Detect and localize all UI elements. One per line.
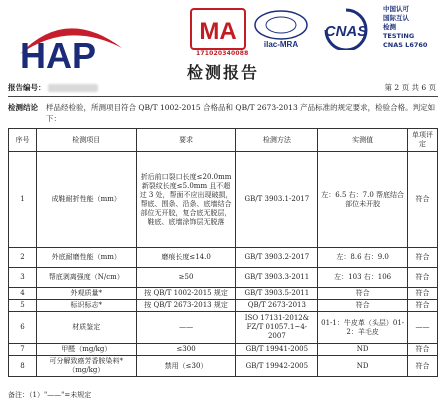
- cell-method: ISO 17131-2012& FZ/T 01057.1~4-2007: [236, 312, 318, 344]
- conclusion-label: 检测结论: [8, 103, 38, 112]
- conclusion-text: 样品经检验，所测项目符合 QB/T 1002-2015 合格品和 QB/T 2673-2013 产品标准的规定要求，检验合格。判定如下：: [46, 103, 436, 123]
- report-number: [8, 82, 98, 93]
- col-header: 实测值: [318, 129, 408, 152]
- cell-item: 可分解致癌芳香胺染料*（mg/kg）: [36, 356, 136, 377]
- cell-verdict: 符合: [408, 356, 438, 377]
- cell-verdict: 符合: [408, 344, 438, 356]
- cell-method: GB/T 3903.5-2011: [236, 288, 318, 300]
- certification-logos: [190, 8, 376, 48]
- report-number-label: 报告编号：: [8, 83, 46, 92]
- table-row: [9, 312, 438, 344]
- cnas-logo: [316, 8, 376, 50]
- cell-method: GB/T 19941-2005: [236, 344, 318, 356]
- ma-logo-text: MA: [199, 18, 237, 45]
- cell-method: GB/T 3903.1-2017: [236, 152, 318, 248]
- cell-no: 1: [9, 152, 37, 248]
- cell-value: 左：6.5 右：7.0 帮底结合部位未开胶: [318, 152, 408, 248]
- cell-value: 符合: [318, 300, 408, 312]
- table-row: [9, 152, 438, 248]
- conclusion: [8, 102, 438, 124]
- page-info: 第 2 页 共 6 页: [384, 83, 436, 92]
- cert-line: TESTING: [383, 32, 415, 40]
- cell-method: GB/T 19942-2005: [236, 356, 318, 377]
- cell-req: 按 QB/T 1002-2015 规定: [136, 288, 236, 300]
- col-header: 单项评定: [408, 129, 438, 152]
- cell-no: 5: [9, 300, 37, 312]
- table-body: [9, 152, 438, 377]
- cell-req: 折后前口裂口长度≤20.0mm 新裂纹长度≤5.0mm 且不超过 3 处，帮面不应出现破损，帮底、围条、沿条、底墙结合部位无开胶，复合底无脱层，鞋底、底墙涂饰层无脱落: [136, 152, 236, 248]
- col-header: 要求: [136, 129, 236, 152]
- col-header: 检测项目: [36, 129, 136, 152]
- cert-line: CNAS L6760: [383, 41, 428, 49]
- cell-req: ——: [136, 312, 236, 344]
- cell-value: 左：8.6 右：9.0: [318, 248, 408, 268]
- cell-value: 左：103 右：106: [318, 268, 408, 288]
- cell-method: GB/T 3903.2-2017: [236, 248, 318, 268]
- table-row: [9, 268, 438, 288]
- cell-verdict: 符合: [408, 248, 438, 268]
- cell-verdict: 符合: [408, 288, 438, 300]
- cell-no: 4: [9, 288, 37, 300]
- table-row: [9, 248, 438, 268]
- cell-req: ≥50: [136, 268, 236, 288]
- ilac-mra-logo: [252, 8, 310, 50]
- table-row: [9, 288, 438, 300]
- cell-req: ≤300: [136, 344, 236, 356]
- cell-value: ND: [318, 356, 408, 377]
- cell-no: 3: [9, 268, 37, 288]
- cell-verdict: ——: [408, 312, 438, 344]
- table-row: [9, 356, 438, 377]
- cell-value: ND: [318, 344, 408, 356]
- cell-item: 材质鉴定: [36, 312, 136, 344]
- cell-req: 按 QB/T 2673-2013 规定: [136, 300, 236, 312]
- header-divider: [8, 96, 438, 97]
- table-header-row: [9, 129, 438, 152]
- cell-req: 磨痕长度≤14.0: [136, 248, 236, 268]
- footnote: 备注：（1）"——"=未规定: [8, 391, 92, 399]
- ilac-mra-text: ilac-MRA: [263, 40, 299, 49]
- cell-method: GB/T 3903.3-2011: [236, 268, 318, 288]
- cnas-logo-text: CNAS: [324, 23, 368, 40]
- ma-certificate-code: 171020340088: [196, 50, 249, 57]
- table-row: [9, 300, 438, 312]
- ma-logo: [190, 8, 246, 50]
- cell-item: 标识标志*: [36, 300, 136, 312]
- cell-method: QB/T 2673-2013: [236, 300, 318, 312]
- cell-verdict: 符合: [408, 268, 438, 288]
- cell-no: 2: [9, 248, 37, 268]
- cert-line: 检测: [383, 23, 396, 31]
- cell-value: 符合: [318, 288, 408, 300]
- page-title: 检测报告: [186, 63, 259, 82]
- cell-value: 01-1：牛皮革（头层）01-2：羊毛皮: [318, 312, 408, 344]
- cell-verdict: 符合: [408, 300, 438, 312]
- cell-verdict: 符合: [408, 152, 438, 248]
- cert-line: 中国认可: [383, 5, 409, 13]
- cell-item: 外底耐磨性能（mm）: [36, 248, 136, 268]
- col-header: 序号: [9, 129, 37, 152]
- cell-no: 8: [9, 356, 37, 377]
- report-meta: [8, 82, 436, 93]
- table-row: [9, 344, 438, 356]
- hap-logo-text: HAP: [20, 35, 97, 72]
- cell-no: 6: [9, 312, 37, 344]
- cell-item: 成鞋耐折性能（mm）: [36, 152, 136, 248]
- cell-item: 帮底剥离强度（N/cm）: [36, 268, 136, 288]
- results-table: [8, 128, 438, 377]
- cnas-cert-text: [383, 5, 427, 50]
- cell-item: 甲醛（mg/kg）: [36, 344, 136, 356]
- redacted-report-number: [48, 84, 98, 92]
- cell-req: 禁用（≤30）: [136, 356, 236, 377]
- cert-line: 国际互认: [383, 14, 409, 22]
- cell-no: 7: [9, 344, 37, 356]
- cell-item: 外观质量*: [36, 288, 136, 300]
- col-header: 检测方法: [236, 129, 318, 152]
